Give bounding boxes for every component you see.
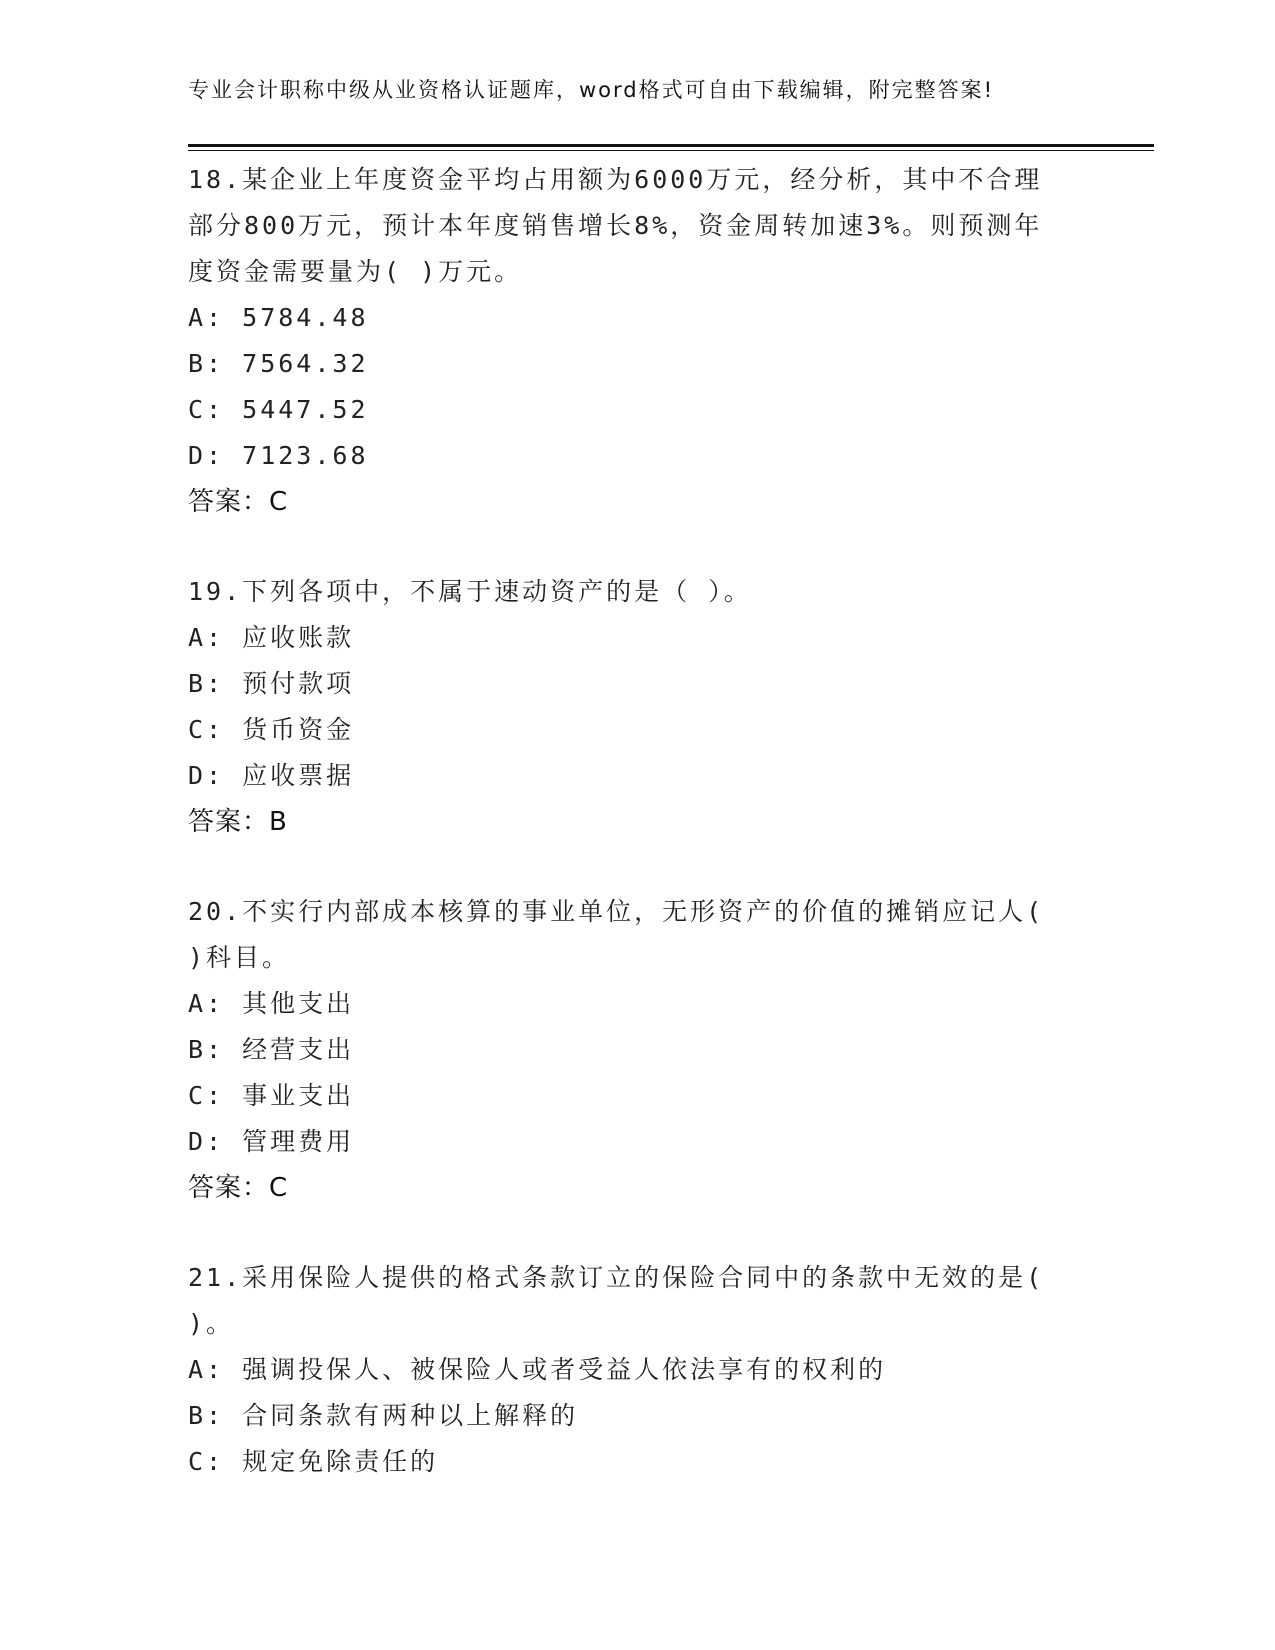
option-d: D: 管理费用 (188, 1127, 355, 1156)
question-stem-line: )。 (188, 1309, 235, 1338)
option-b: B: 经营支出 (188, 1035, 355, 1064)
option-d: D: 7123.68 (188, 441, 369, 470)
question-19 (188, 569, 1088, 845)
question-stem-line: )科目。 (188, 943, 291, 972)
answer-line: 答案：B (188, 807, 288, 837)
question-stem-line: 度资金需要量为( )万元。 (188, 257, 523, 286)
option-d: D: 应收票据 (188, 761, 355, 790)
header-rule-thin (188, 150, 1154, 151)
answer-line: 答案：C (188, 1173, 289, 1203)
header-rule-thick (188, 144, 1154, 147)
question-20 (188, 889, 1088, 1211)
option-c: C: 事业支出 (188, 1081, 355, 1110)
question-stem-line: 19.下列各项中，不属于速动资产的是（ ）。 (188, 577, 752, 606)
option-c: C: 5447.52 (188, 395, 369, 424)
option-c: C: 货币资金 (188, 715, 355, 744)
option-a: A: 应收账款 (188, 623, 355, 652)
option-a: A: 强调投保人、被保险人或者受益人依法享有的权利的 (188, 1355, 887, 1384)
option-b: B: 预付款项 (188, 669, 355, 698)
option-c: C: 规定免除责任的 (188, 1447, 439, 1476)
answer-line: 答案：C (188, 487, 289, 517)
question-stem-line: 20.不实行内部成本核算的事业单位，无形资产的价值的摊销应记人( (188, 897, 1045, 926)
question-list (188, 157, 1088, 1485)
question-stem-line: 21.采用保险人提供的格式条款订立的保险合同中的条款中无效的是( (188, 1263, 1045, 1292)
question-stem-line: 18.某企业上年度资金平均占用额为6000万元，经分析，其中不合理 (188, 165, 1043, 194)
question-21 (188, 1255, 1088, 1485)
option-a: A: 5784.48 (188, 303, 369, 332)
question-18 (188, 157, 1088, 525)
option-a: A: 其他支出 (188, 989, 355, 1018)
option-b: B: 7564.32 (188, 349, 369, 378)
question-stem-line: 部分800万元，预计本年度销售增长8%，资金周转加速3%。则预测年 (188, 211, 1043, 240)
option-b: B: 合同条款有两种以上解释的 (188, 1401, 579, 1430)
page-header: 专业会计职称中级从业资格认证题库，word格式可自由下载编辑，附完整答案! (188, 78, 995, 102)
